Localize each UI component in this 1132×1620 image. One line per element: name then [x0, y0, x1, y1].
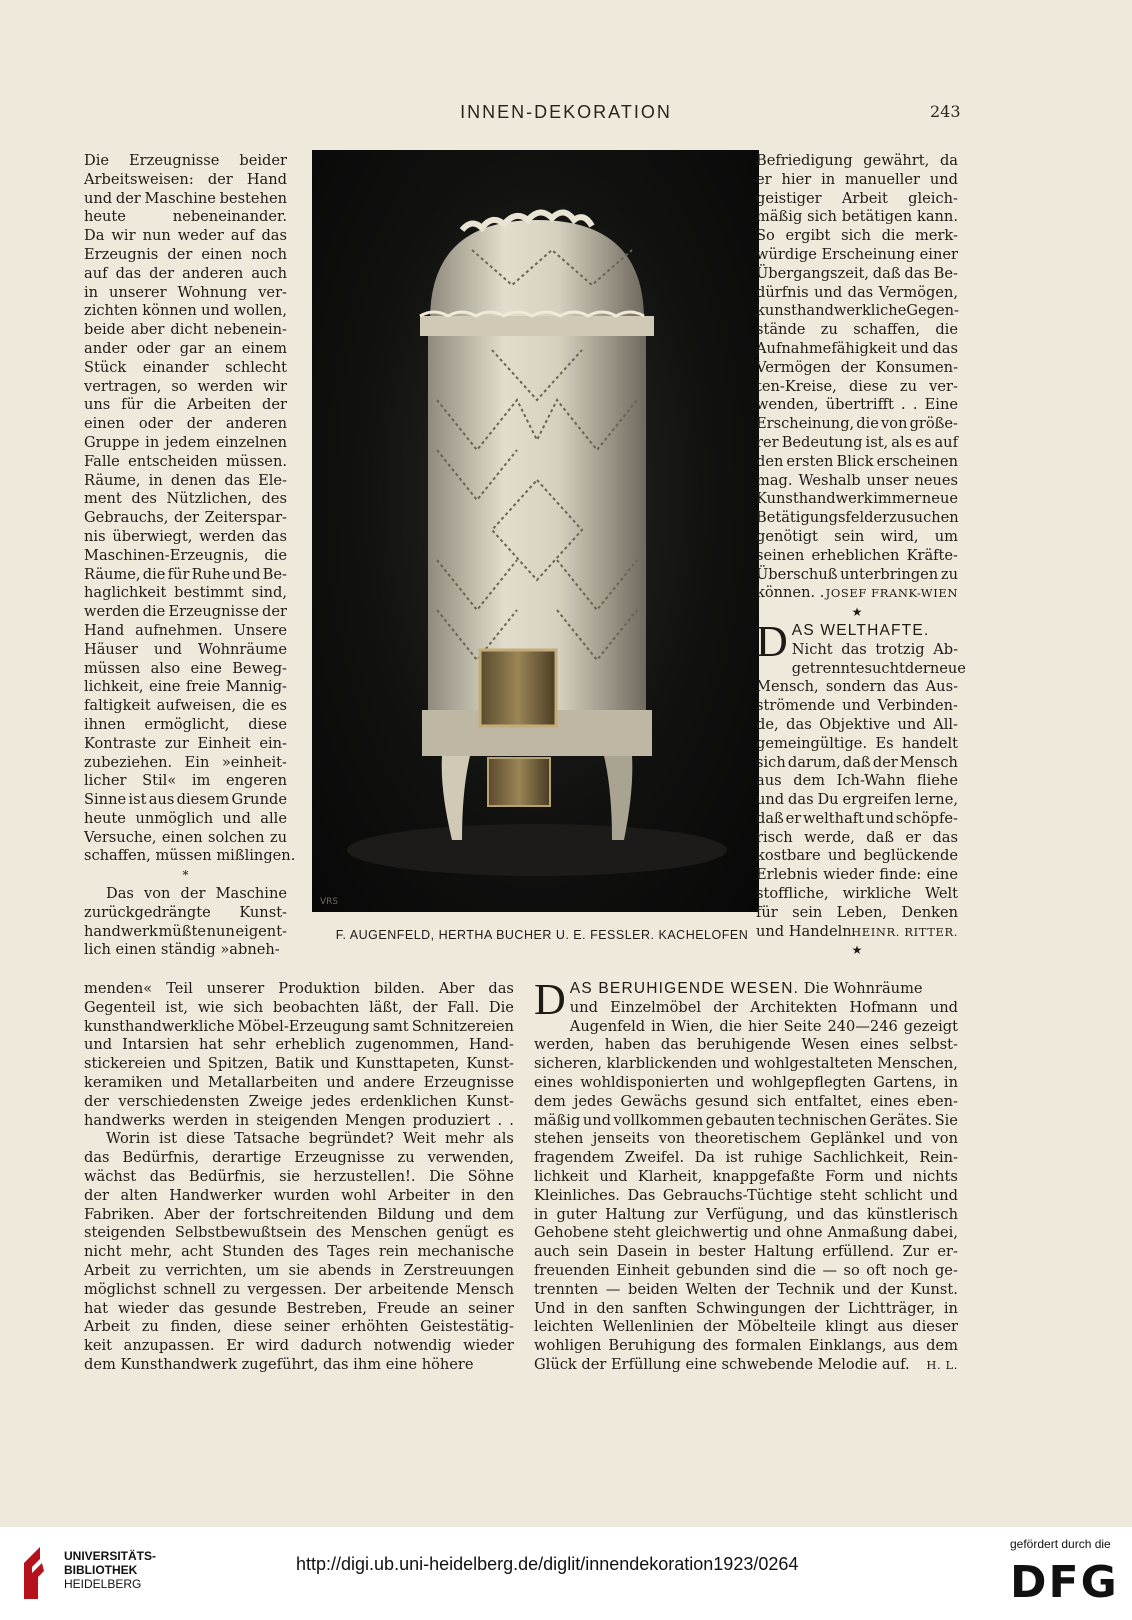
dropcap-beruhigende: D	[534, 975, 566, 1024]
text-line: leichten Wellenlinien der Möbelteile klingt aus dieser	[534, 1318, 958, 1336]
text-line: handwerks werden in steigenden Mengen produziert . .	[84, 1111, 514, 1129]
text-line: menden« Teil unserer Produktion bilden. Aber das	[84, 980, 514, 997]
text-line: Sinne ist aus diesem Grunde	[84, 791, 287, 809]
text-line: und Intarsien hat sehr erheblich zugenommen, Hand-	[84, 1036, 514, 1054]
beruhigende-lines	[534, 999, 958, 1375]
text-line: der verschiedensten Zweige jedes erdenklichen Kunst-	[84, 1092, 514, 1110]
tiled-stove-illustration	[312, 150, 759, 912]
text-line: lich einen ständig »abneh-	[84, 941, 280, 959]
text-line: de, das Objektive und All-	[756, 715, 958, 733]
text-line: Arbeit zu verrichten, um sie abends in Zerstreuungen	[84, 1261, 514, 1279]
text-line: Aufnahmefähigkeit und das	[756, 339, 958, 357]
text-line: heute nebeneinander.	[84, 208, 287, 226]
library-logo-icon	[20, 1545, 60, 1601]
text-line: risch werde, daß er das	[756, 828, 958, 846]
text-line: Kontraste zur Einheit ein-	[84, 734, 287, 752]
text-line: dem jedes Gewächs gesund sich entfaltet, eines eben-	[534, 1092, 958, 1110]
text-line: keit anzupassen. Er wird dadurch notwendig wieder	[84, 1337, 514, 1355]
library-name	[64, 1549, 156, 1591]
text-line: werden die Erzeugnisse der	[84, 603, 287, 621]
text-line: Falle entscheiden müssen.	[84, 452, 287, 470]
left-column-lines-2	[84, 885, 287, 960]
heading-beruhigende-rest: Die Wohnräume	[803, 980, 923, 997]
text-line: zurückgedrängte Kunst-	[84, 903, 287, 921]
text-line: lichkeit, eine freie Mannig-	[84, 678, 287, 696]
text-line: mäßig sich betätigen kann.	[756, 208, 958, 226]
text-line: getrennte sucht der neue	[791, 659, 966, 677]
page-number: 243	[930, 102, 961, 121]
text-line: Worin ist diese Tatsache begründet? Weit mehr als	[106, 1130, 514, 1148]
text-line: keramiken und Metallarbeiten und andere Erzeugnisse	[84, 1073, 514, 1091]
text-line: Gebrauchs, der Zeiterspar-	[84, 509, 287, 527]
text-line: Hand aufnehmen. Unsere	[84, 621, 287, 639]
text-line: einen oder der anderen	[84, 415, 287, 433]
text-line: Und in den sanften Schwingungen der Lichtträger, in	[534, 1299, 958, 1317]
text-line: Überschuß unterbringen zu	[756, 565, 958, 583]
funded-by-label: gefördert durch die	[1010, 1537, 1111, 1551]
text-line: kunsthandwerkliche Gegen-	[756, 302, 959, 320]
library-line-2: BIBLIOTHEK	[64, 1563, 138, 1577]
text-line: Das von der Maschine	[106, 885, 287, 903]
text-line: stoffliche, wirkliche Welt	[756, 885, 958, 903]
text-line: aus dem Ich-Wahn fliehe	[756, 772, 958, 790]
text-line: geistiger Arbeit gleich-	[756, 189, 958, 207]
text-line: Kleinliches. Das Gebrauchs-Tüchtige steht schlicht und	[534, 1186, 958, 1204]
left-bottom-lines	[84, 980, 514, 1375]
figure-caption: F. AUGENFELD, HERTHA BUCHER U. E. FESSLER. KACHELOFEN	[335, 928, 749, 942]
permalink-url[interactable]: http://digi.ub.uni-heidelberg.de/diglit/innendekoration1923/0264	[296, 1554, 799, 1574]
text-line: stickereien und Spitzen, Batik und Kunsttapeten, Kunst-	[84, 1055, 514, 1073]
text-line: Befriedigung gewährt, da	[756, 152, 958, 169]
text-line: Mensch, sondern das Aus-	[756, 678, 958, 696]
text-line: und Handeln.	[756, 922, 857, 940]
text-line: Stück einander schlecht	[84, 358, 287, 376]
text-line: Kunsthandwerk immer neue	[756, 490, 958, 508]
left-column	[84, 152, 296, 960]
text-line: zubeziehen. Ein »einheit-	[84, 753, 287, 771]
author-signature-hl: H. L.	[926, 1357, 958, 1372]
running-head: INNEN-DEKORATION	[460, 102, 672, 122]
text-line: eines wohldisponierten und wohlgepflegten Gartens, in	[534, 1073, 958, 1091]
text-line: faltigkeit aufweisen, die es	[84, 697, 287, 715]
text-line: strömende und Verbinden-	[756, 697, 958, 715]
text-line: müssen also eine Beweg-	[84, 659, 287, 677]
text-line: sicheren, klarblickenden und wohlgestalteten Menschen,	[534, 1055, 958, 1073]
text-line: der alten Handwerker wurden wohl Arbeiter in den	[84, 1186, 514, 1204]
text-line: handwerk müßte nun eigent-	[84, 922, 287, 940]
text-line: und der Maschine bestehen	[84, 189, 287, 207]
text-line: und Einzelmöbel der Architekten Hofmann und	[569, 998, 958, 1016]
library-line-3: HEIDELBERG	[64, 1577, 142, 1591]
text-line: zichten können und wollen,	[84, 302, 287, 320]
heading-beruhigende: AS BERUHIGENDE WESEN.	[569, 980, 800, 997]
text-line: Häuser und Wohnräume	[84, 640, 287, 658]
text-line: Maschinen-Erzeugnis, die	[84, 546, 287, 564]
right-column-lines	[756, 152, 958, 603]
text-line: uns für die Arbeiten der	[84, 396, 287, 414]
text-line: in unserer Wohnung ver-	[84, 283, 287, 301]
svg-text:VRS: VRS	[320, 897, 339, 907]
section-star-2: ★	[851, 943, 863, 958]
left-column-lines	[84, 152, 296, 866]
heading-welthafte: AS WELTHAFTE.	[791, 621, 930, 639]
text-line: trennten — beiden Welten der Technik und der Kunst.	[534, 1280, 958, 1298]
text-line: Gehobene steht gleichwertig und ohne Anmaßung dabei,	[534, 1224, 958, 1242]
text-line: steigenden Selbstbewußtsein des Menschen genügt es	[84, 1224, 514, 1242]
text-line: Vermögen der Konsumen-	[756, 358, 958, 376]
ash-box	[488, 758, 550, 806]
text-line: den ersten Blick erscheinen	[756, 452, 958, 470]
text-line: dem Kunsthandwerk zugeführt, das ihm eine höhere	[84, 1355, 474, 1373]
text-line: ihnen ermöglicht, diese	[84, 715, 287, 733]
text-line: fragendem Zweifel. Da ist ruhige Sachlichkeit, Rein-	[534, 1149, 958, 1167]
text-line: auf das der anderen auch	[84, 264, 287, 282]
text-line: So ergibt sich die merk-	[756, 227, 958, 245]
text-line: Gruppe in jedem einzelnen	[84, 433, 287, 451]
stove-door	[480, 650, 556, 726]
text-line: licher Stil« im engeren	[84, 772, 287, 790]
section-star-1: ★	[851, 605, 863, 620]
text-line: möglichst schnell zu vergessen. Der arbeitende Mensch	[84, 1280, 514, 1298]
text-line: Erscheinung, die von größe-	[756, 415, 958, 433]
text-line: in guter Haltung zur Verfügung, und das künstlerisch	[534, 1205, 958, 1223]
text-line: Arbeitsweisen: der Hand	[84, 170, 287, 188]
text-line: Gegenteil ist, wie sich beobachten läßt, der Fall. Die	[84, 998, 514, 1016]
stove-photograph	[312, 150, 759, 912]
text-line: wächst das Bedürfnis, sie herzustellen!. Die Söhne	[84, 1167, 514, 1185]
text-line: freuenden Einheit gebunden sind die — so oft noch ge-	[534, 1261, 958, 1279]
text-line: Räume, die für Ruhe und Be-	[84, 565, 287, 583]
left-bottom-column	[84, 980, 514, 1375]
library-line-1: UNIVERSITÄTS-	[64, 1549, 157, 1563]
text-line: daß er welthaft und schöpfe-	[756, 809, 958, 827]
text-line: Versuche, einen solchen zu	[84, 828, 287, 846]
text-line: er hier in manueller und	[756, 170, 958, 188]
text-line: ten-Kreise, diese zu ver-	[756, 377, 958, 395]
author-signature-ritter: HEINR. RITTER.	[851, 924, 958, 939]
text-line: gemeingültige. Es handelt	[756, 734, 958, 752]
text-line: können. .	[756, 584, 825, 602]
text-line: würdige Erscheinung einer	[756, 245, 958, 263]
text-line: ander oder gar an einem	[84, 339, 287, 357]
text-line: Da wir nun weder auf das	[84, 227, 287, 245]
text-line: wohligen Beruhigung des formalen Einklangs, aus dem	[534, 1337, 958, 1355]
text-line: nicht mehr, acht Stunden des Tages rein mechanische	[84, 1243, 514, 1261]
right-column	[756, 152, 966, 960]
text-line: Glück der Erfüllung eine schwebende Melodie auf.	[534, 1355, 910, 1373]
text-line: und das Du ergreifen lerne,	[756, 791, 958, 809]
text-line: Übergangszeit, daß das Be-	[756, 264, 958, 282]
text-line: Erlebnis wieder finde: eine	[756, 866, 958, 884]
digitization-footer	[0, 1527, 1132, 1620]
text-line: dürfnis und das Vermögen,	[756, 283, 958, 301]
text-line: hat wieder das gesunde Bestreben, Freude an seiner	[84, 1299, 514, 1317]
text-line: haglichkeit bestimmt sind,	[84, 584, 287, 602]
text-line: ment des Nützlichen, des	[84, 490, 287, 508]
text-line: auch sein Dasein in bester Haltung erfüllend. Zur er-	[534, 1243, 958, 1261]
text-line: sich darum, daß der Mensch	[756, 753, 958, 771]
text-line: wenden, übertrifft . . Eine	[756, 396, 958, 414]
text-line: Fabriken. Aber der fortschreitenden Bildung und dem	[84, 1205, 514, 1223]
text-line: stände zu schaffen, die	[756, 321, 958, 339]
text-line: schaffen, müssen mißlingen.	[84, 847, 296, 865]
text-line: kostbare und beglückende	[756, 847, 958, 865]
welthafte-lines	[756, 640, 966, 942]
text-line: kunsthandwerkliche Möbel-Erzeugung samt Schnitzereien	[84, 1017, 514, 1035]
text-line: Räume, in denen das Ele-	[84, 471, 287, 489]
text-line: Die Erzeugnisse beider	[84, 152, 287, 169]
text-line: nis überwiegt, werden das	[84, 527, 287, 545]
section-star: *	[182, 868, 189, 883]
text-line: mag. Weshalb unser neues	[756, 471, 958, 489]
text-line: heute unmöglich und alle	[84, 809, 287, 827]
text-line: Arbeit zu finden, diese seiner erhöhten Geistestätig-	[84, 1318, 514, 1336]
dropcap-welthafte: D	[756, 616, 788, 666]
text-line: mäßig und vollkommen gebauten technischen Gerätes. Sie	[534, 1111, 958, 1129]
text-line: vertragen, so werden wir	[84, 377, 287, 395]
text-line: für sein Leben, Denken	[756, 903, 958, 921]
text-line: lichkeit und Klarheit, knappgefaßte Form und nichts	[534, 1167, 958, 1185]
text-line: genötigt sein wird, um	[756, 527, 958, 545]
right-bottom-column	[534, 975, 958, 1375]
text-line: werden, haben das beruhigende Wesen eines selbst-	[534, 1036, 958, 1054]
text-line: Augenfeld in Wien, die hier Seite 240—246 gezeigt	[569, 1017, 958, 1035]
text-line: das Bedürfnis, derartige Erzeugnisse zu verwenden,	[84, 1149, 514, 1167]
text-line: Betätigungsfelder zu suchen	[756, 509, 959, 527]
stove-dome	[430, 220, 644, 320]
text-line: stehen jenseits von theoretischem Geplänkel und von	[534, 1130, 958, 1148]
text-line: Nicht das trotzig Ab-	[791, 640, 958, 658]
author-signature-frank: JOSEF FRANK-WIEN	[825, 586, 958, 601]
text-line: Erzeugnis der einen noch	[84, 245, 287, 263]
text-line: beide aber dicht nebenein-	[84, 321, 287, 339]
text-line: rer Bedeutung ist, als es auf	[756, 433, 958, 451]
text-line: seinen erheblichen Kräfte-	[756, 546, 958, 564]
dfg-logo: DFG	[1010, 1557, 1119, 1608]
